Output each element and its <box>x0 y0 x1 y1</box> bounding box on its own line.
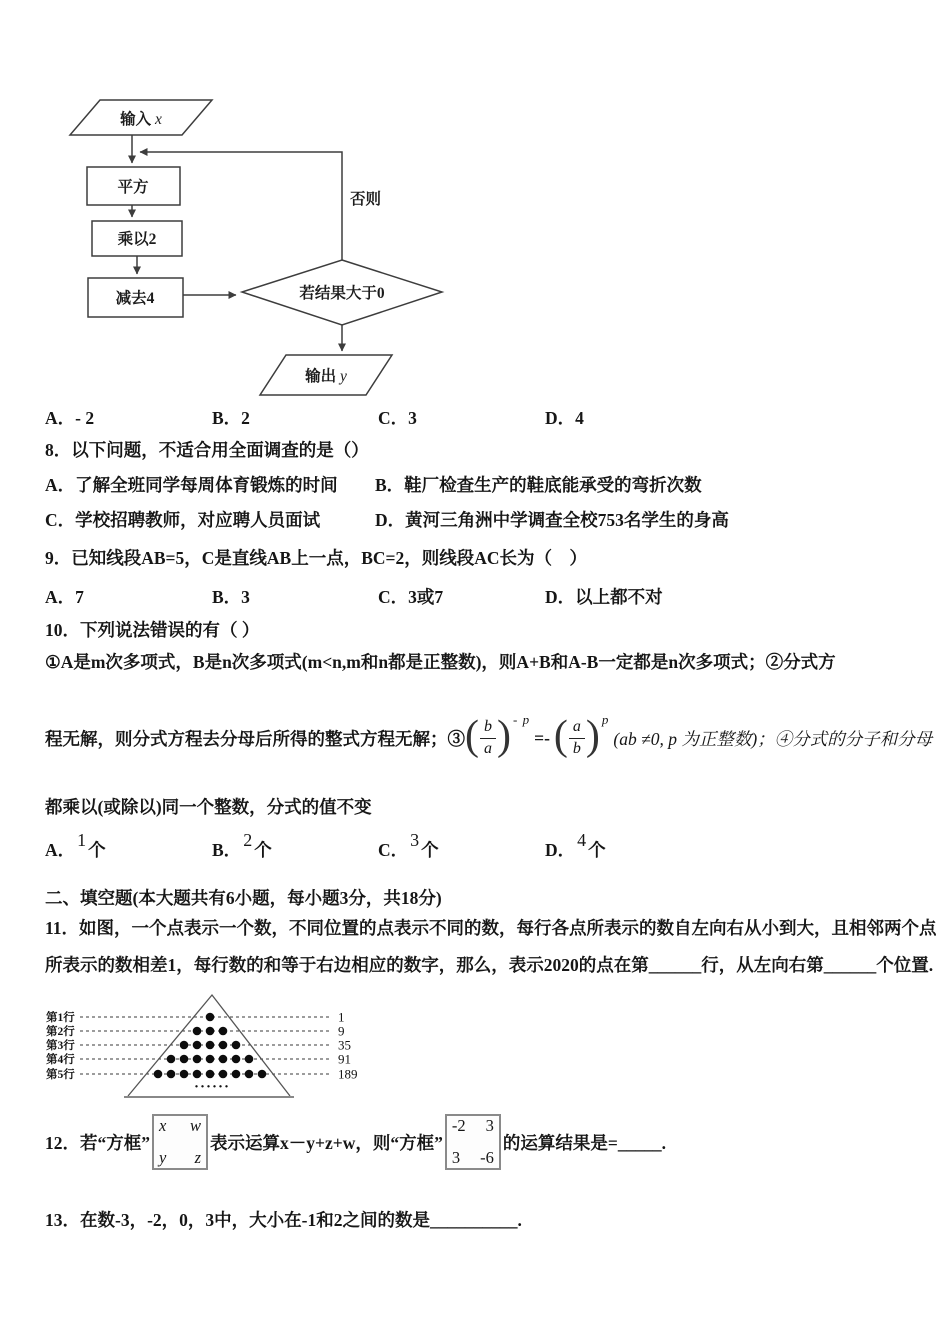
question9-stem: 9．已知线段AB=5，C是直线AB上一点，BC=2，则线段AC长为（ ） <box>45 548 588 568</box>
question13-stem: 13．在数-3，-2，0，3中，大小在-1和2之间的数是__________. <box>45 1210 522 1230</box>
question10-line3: 都乘以(或除以)同一个整数，分式的值不变 <box>45 797 372 817</box>
fraction-exponent: p <box>601 712 610 727</box>
number-dot <box>219 1041 228 1050</box>
number-dot <box>193 1070 202 1079</box>
question12-prefix: 12．若“方框” <box>45 1132 150 1153</box>
number-dot <box>245 1070 254 1079</box>
number-dot <box>206 1027 215 1036</box>
operation-box-variables: x w y z <box>152 1114 208 1170</box>
fraction-a-over-b <box>569 718 585 758</box>
number-dot <box>193 1055 202 1064</box>
option-b: B．3 <box>212 587 250 607</box>
question8-stem: 8．以下问题，不适合用全面调查的是（） <box>45 440 369 460</box>
number-dot <box>258 1070 267 1079</box>
option-a: A．了解全班同学每周体育锻炼的时间 <box>45 475 338 495</box>
row-label: 第4行 <box>46 1054 75 1066</box>
row-label: 第5行 <box>46 1069 75 1081</box>
fraction-numerator: b <box>480 718 496 738</box>
flow-feedback-line <box>140 152 342 260</box>
question8-options-row1 <box>0 473 950 499</box>
option-d: D． 4 个 <box>545 830 606 860</box>
row-sum-value: 189 <box>338 1066 358 1082</box>
number-dot <box>232 1055 241 1064</box>
number-dot <box>180 1070 189 1079</box>
number-dot <box>232 1070 241 1079</box>
option-b: B．2 <box>212 408 250 428</box>
flow-node-subtract-label: 减去4 <box>115 290 155 307</box>
number-dot <box>206 1013 215 1022</box>
question11-line2: 所表示的数相差1，每行数的和等于右边相应的数字，那么，表示2020的点在第______行，从左向右第______个位置. <box>45 955 934 975</box>
question11-line1: 11．如图，一个点表示一个数，不同位置的点表示不同的数，每行各点所表示的数自左向右从小到大，且相邻两个点 <box>45 918 937 938</box>
number-dot <box>167 1055 176 1064</box>
flow-node-square-label: 平方 <box>117 179 149 196</box>
option-d: D．黄河三角洲中学调查全校753名学生的身高 <box>375 510 729 530</box>
question8-options-row2 <box>0 508 950 534</box>
row-label: 第3行 <box>46 1040 75 1052</box>
option-a: A．7 <box>45 587 84 607</box>
option-a: A．- 2 <box>45 408 95 428</box>
number-dot <box>206 1055 215 1064</box>
question10-line1: ①A是m次多项式，B是n次多项式(m<n,m和n都是正整数)，则A+B和A-B一定都是n次多项式；②分式方 <box>45 652 836 672</box>
number-dot <box>180 1041 189 1050</box>
flow-node-input-label: 输入 x <box>120 111 162 128</box>
number-dot <box>245 1055 254 1064</box>
number-dot <box>206 1041 215 1050</box>
row-sum-value: 35 <box>338 1037 351 1053</box>
question12-middle: 表示运算x－y+z+w，则“方框” <box>210 1132 443 1153</box>
option-c: C．3 <box>378 408 417 428</box>
section2-title: 二、填空题(本大题共有6小题，每小题3分，共18分) <box>45 888 442 908</box>
fraction-numerator: a <box>569 718 585 738</box>
number-dot <box>193 1041 202 1050</box>
question9-options <box>0 585 950 611</box>
number-dot <box>206 1070 215 1079</box>
option-c: C． 3 个 <box>378 830 439 860</box>
flowchart <box>60 92 510 412</box>
number-dot <box>232 1041 241 1050</box>
question12 <box>45 1114 666 1170</box>
number-dot <box>219 1055 228 1064</box>
row-label: 第1行 <box>46 1012 75 1024</box>
question10-line2-suffix: (ab ≠0, p 为正整数)；④分式的分子和分母 <box>613 728 933 749</box>
question12-suffix: 的运算结果是=_____. <box>502 1132 666 1153</box>
number-dot <box>219 1027 228 1036</box>
question10-line2-prefix: 程无解，则分式方程去分母后所得的整式方程无解；③ <box>45 728 465 749</box>
question10-options <box>0 830 950 864</box>
option-b: B．鞋厂检查生产的鞋底能承受的弯折次数 <box>375 475 702 495</box>
equals-sign: =- <box>534 727 550 748</box>
option-d: D．以上都不对 <box>545 587 663 607</box>
row-sum-value: 91 <box>338 1051 351 1067</box>
question10-line2: 程无解，则分式方程去分母后所得的整式方程无解；③ ( $\frac{b}{a}$ ) - p =- ( $\frac{a}{b}$ ) p (ab ≠0, p 为正整数)；④分式的分子和分母 <box>45 712 933 759</box>
flow-node-multiply-label: 乘以2 <box>117 231 157 248</box>
fraction-exponent: - p <box>513 712 531 727</box>
row-sum-value: 9 <box>338 1023 345 1039</box>
option-c: C．学校招聘教师，对应聘人员面试 <box>45 510 321 530</box>
option-b: B． 2 个 <box>212 830 272 860</box>
question10-stem: 10．下列说法错误的有（ ） <box>45 620 260 640</box>
fraction-denominator: a <box>484 739 492 757</box>
number-dot <box>180 1055 189 1064</box>
number-dot <box>167 1070 176 1079</box>
option-c: C．3或7 <box>378 587 444 607</box>
question7-options <box>0 406 950 432</box>
option-d: D．4 <box>545 408 584 428</box>
fraction-b-over-a <box>480 718 496 758</box>
row-label: 第2行 <box>46 1026 75 1038</box>
row-sum-value: 1 <box>338 1009 345 1025</box>
flow-node-condition-label: 若结果大于0 <box>299 285 385 302</box>
dot-triangle-diagram <box>40 992 380 1112</box>
fraction-denominator: b <box>572 739 581 757</box>
flow-node-output-label: 输出 y <box>305 368 347 385</box>
number-dot <box>193 1027 202 1036</box>
number-dot <box>154 1070 163 1079</box>
number-dot <box>219 1070 228 1079</box>
operation-box-numbers: -2 3 3 -6 <box>445 1114 501 1170</box>
option-a: A． 1 个 <box>45 830 106 860</box>
ellipsis-dots: ······ <box>193 1079 231 1095</box>
flow-else-label: 否则 <box>350 191 382 208</box>
